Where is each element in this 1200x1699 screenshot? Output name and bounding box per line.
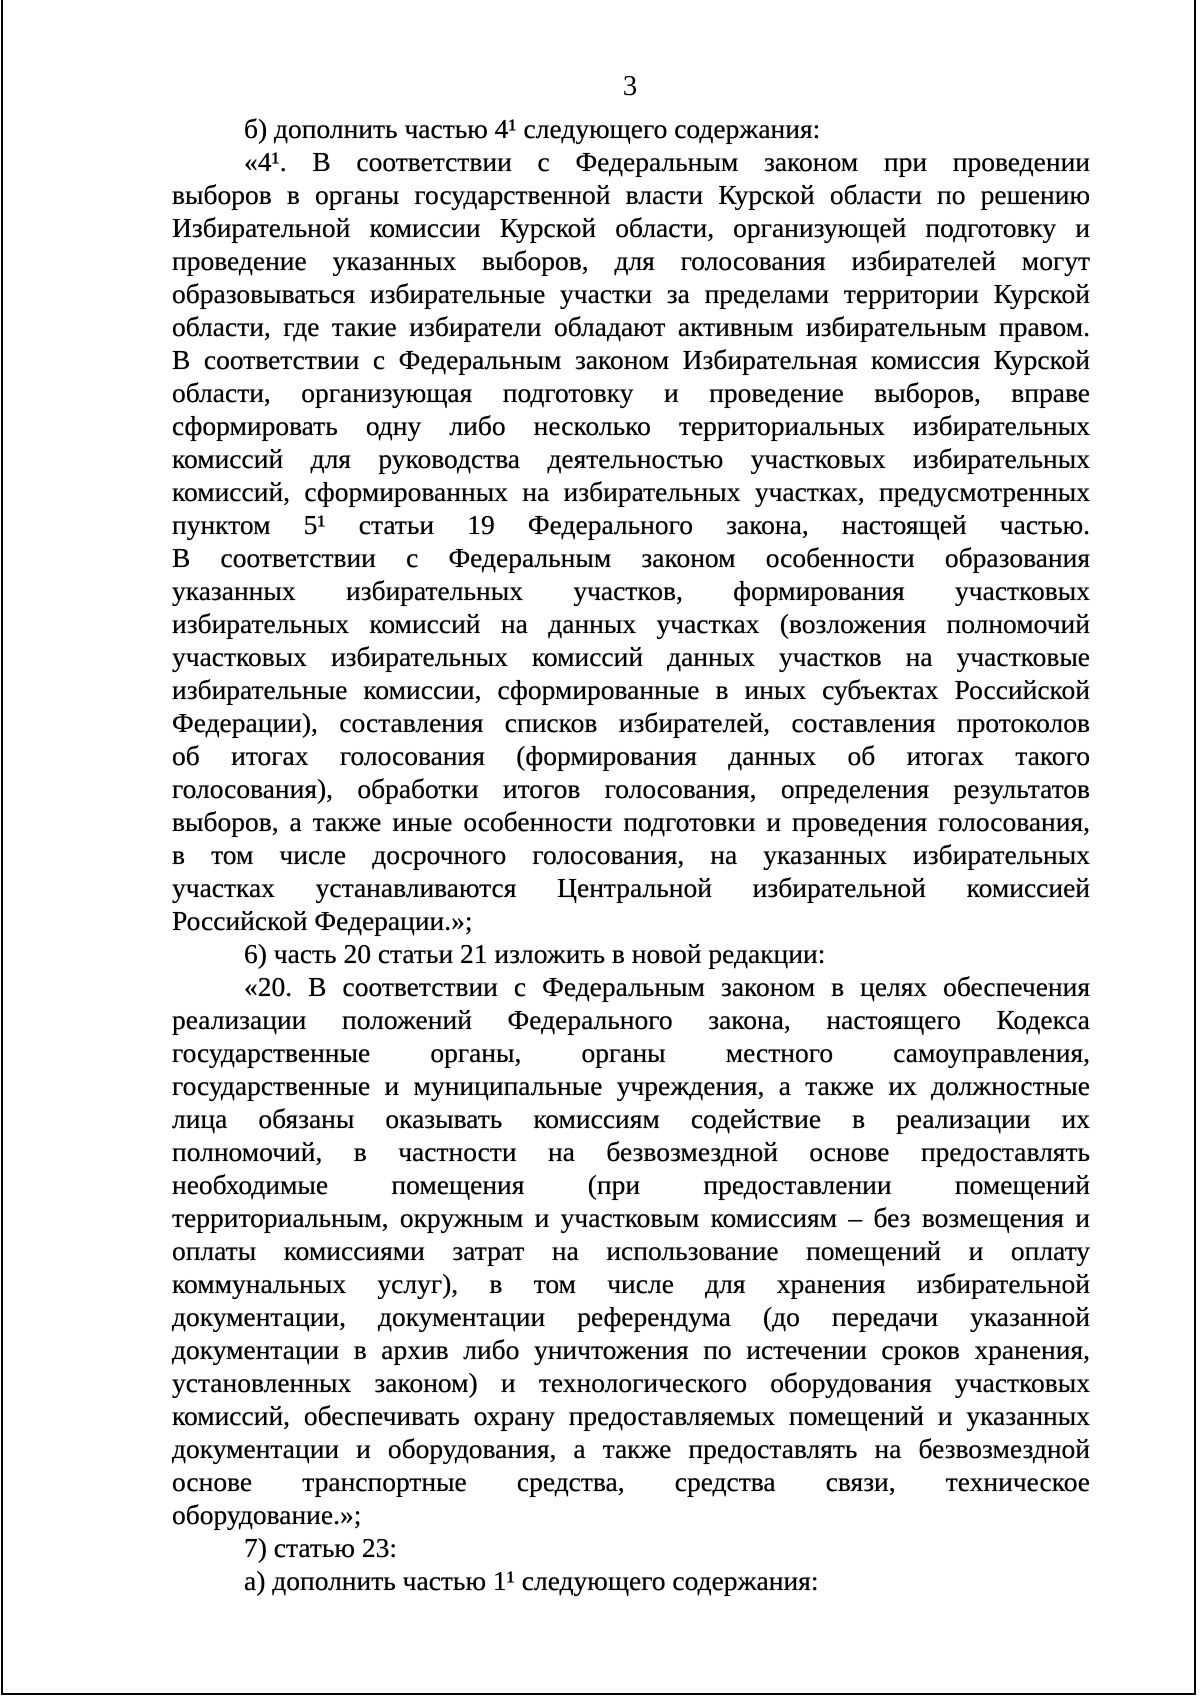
text-line: документации в архив либо уничтожения по истечении сроков хранения, [172, 1334, 1090, 1365]
text-line: основе транспортные средства, средства связи, техническое [172, 1466, 1090, 1497]
page-number: 3 [622, 70, 638, 102]
text-line: области, организующая подготовку и проведение выборов, вправе [172, 377, 1090, 408]
text-line: Российской Федерации.»; [172, 905, 473, 936]
text-line: Избирательной комиссии Курской области, организующей подготовку и [172, 212, 1090, 243]
text-line: Федерации), составления списков избирателей, составления протоколов [172, 707, 1090, 738]
paragraph [172, 112, 1090, 145]
text-line: проведение указанных выборов, для голосования избирателей могут [172, 245, 1090, 276]
paragraph [172, 1531, 1090, 1564]
text-line: избирательных комиссий на данных участках (возложения полномочий [172, 608, 1090, 639]
text-line: комиссий, сформированных на избирательных участках, предусмотренных [172, 476, 1090, 507]
paragraph [172, 937, 1090, 970]
text-line: голосования), обработки итогов голосования, определения результатов [172, 773, 1090, 804]
text-line: в том числе досрочного голосования, на указанных избирательных [172, 839, 1090, 870]
text-line: оплаты комиссиями затрат на использование помещений и оплату [172, 1235, 1090, 1266]
text-line: оборудование.»; [172, 1499, 362, 1530]
text-line: а) дополнить частью 1¹ следующего содержания: [244, 1565, 819, 1596]
text-line: сформировать одну либо несколько территориальных избирательных [172, 410, 1090, 441]
text-line: необходимые помещения (при предоставлении помещений [172, 1169, 1090, 1200]
text-line: территориальным, окружным и участковым комиссиям – без возмещения и [172, 1202, 1090, 1233]
text-line: пунктом 5¹ статьи 19 Федерального закона, настоящей частью. [172, 509, 1090, 540]
text-line: установленных законом) и технологического оборудования участковых [172, 1367, 1090, 1398]
text-line: 6) часть 20 статьи 21 изложить в новой редакции: [244, 938, 826, 969]
text-line: участковых избирательных комиссий данных участков на участковые [172, 641, 1090, 672]
text-line: документации, документации референдума (до передачи указанной [172, 1301, 1090, 1332]
text-line: 7) статью 23: [244, 1532, 397, 1563]
text-line: полномочий, в частности на безвозмездной основе предоставлять [172, 1136, 1090, 1167]
text-line: «20. В соответствии с Федеральным законом в целях обеспечения [244, 971, 1090, 1002]
text-line: «4¹. В соответствии с Федеральным законом при проведении [244, 146, 1090, 177]
text-line: комиссий для руководства деятельностью участковых избирательных [172, 443, 1090, 474]
text-line: коммунальных услуг), в том числе для хранения избирательной [172, 1268, 1090, 1299]
text-line: государственные и муниципальные учреждения, а также их должностные [172, 1070, 1090, 1101]
paragraph [172, 1564, 1090, 1597]
text-line: б) дополнить частью 4¹ следующего содержания: [244, 113, 821, 144]
text-line: избирательные комиссии, сформированные в иных субъектах Российской [172, 674, 1090, 705]
paragraph [172, 970, 1090, 1531]
text-line: выборов, а также иные особенности подготовки и проведения голосования, [172, 806, 1090, 837]
text-line: государственные органы, органы местного самоуправления, [172, 1037, 1090, 1068]
text-line: реализации положений Федерального закона, настоящего Кодекса [172, 1004, 1090, 1035]
document-body [172, 112, 1090, 1597]
text-line: В соответствии с Федеральным законом особенности образования [172, 542, 1090, 573]
text-line: комиссий, обеспечивать охрану предоставляемых помещений и указанных [172, 1400, 1090, 1431]
text-line: документации и оборудования, а также предоставлять на безвозмездной [172, 1433, 1090, 1464]
text-line: В соответствии с Федеральным законом Избирательная комиссия Курской [172, 344, 1090, 375]
text-line: выборов в органы государственной власти Курской области по решению [172, 179, 1090, 210]
text-line: лица обязаны оказывать комиссиям содействие в реализации их [172, 1103, 1090, 1134]
paragraph [172, 145, 1090, 937]
text-line: области, где такие избиратели обладают активным избирательным правом. [172, 311, 1090, 342]
text-line: об итогах голосования (формирования данных об итогах такого [172, 740, 1090, 771]
text-line: указанных избирательных участков, формирования участковых [172, 575, 1090, 606]
text-line: участках устанавливаются Центральной избирательной комиссией [172, 872, 1090, 903]
text-line: образовываться избирательные участки за пределами территории Курской [172, 278, 1090, 309]
